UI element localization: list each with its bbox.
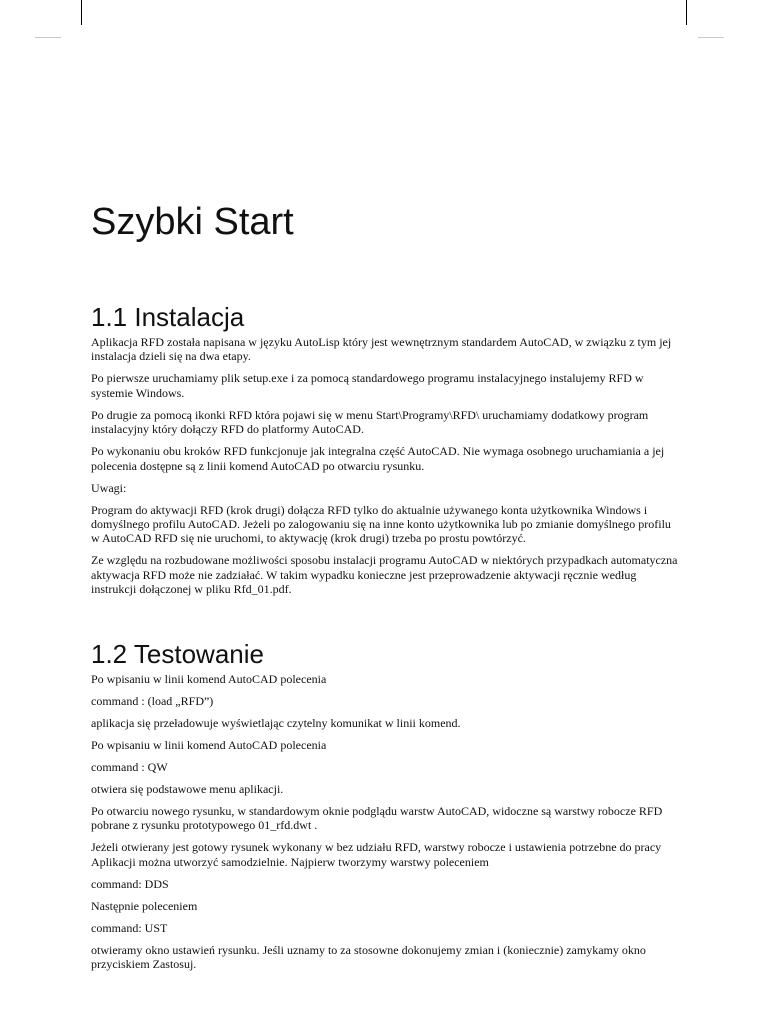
command-line: command : QW — [91, 760, 168, 774]
header-rule-right — [698, 37, 724, 38]
paragraph: otwieramy okno ustawień rysunku. Jeśli uznamy to za stosowne dokonujemy zmian i (koniecznie) zamykamy okno przyciskiem Zastosuj. — [91, 942, 646, 972]
paragraph: Program do aktywacji RFD (krok drugi) dołącza RFD tylko do aktualnie używanego konta użytkownika Windows i domyślnego profilu AutoCAD. Jeżeli po zalogowaniu się na inne konto użytkownika lub po zmianie domyślnego profilu w AutoCAD RFD się nie uruchomi, to aktywację (krok drugi) trzeba po prostu powtórzyć. — [91, 502, 671, 546]
paragraph: Po wpisaniu w linii komend AutoCAD polecenia — [91, 672, 327, 686]
command-line: command: UST — [91, 920, 168, 935]
paragraph: Po wykonaniu obu kroków RFD funkcjonuje jak integralna część AutoCAD. Nie wymaga osobnego uruchamiania a jej polecenia dostępne są z linii komend AutoCAD po otwarciu rysunku. — [91, 444, 665, 473]
paragraph: aplikacja się przeładowuje wyświetlając czytelny komunikat w linii komend. — [91, 716, 461, 730]
header-rule-left — [35, 37, 61, 38]
command-line: command : (load „RFD”) — [91, 694, 214, 708]
section-body-testowanie — [91, 672, 681, 979]
paragraph: Po pierwsze uruchamiamy plik setup.exe i za pomocą standardowego programu instalacyjnego instalujemy RFD w systemie Windows. — [91, 371, 644, 400]
paragraph: Aplikacja RFD została napisana w języku AutoLisp który jest wewnętrznym standardem AutoCAD, w związku z tym jej instalacja dzieli się na dwa etapy. — [91, 335, 672, 364]
paragraph: Po wpisaniu w linii komend AutoCAD polecenia — [91, 738, 327, 752]
crop-mark-left — [81, 0, 82, 25]
section-heading-instalacja: 1.1 Instalacja — [91, 302, 245, 332]
page-title: Szybki Start — [91, 201, 294, 243]
paragraph: Po drugie za pomocą ikonki RFD która pojawi się w menu Start\Programy\RFD\ uruchamiamy dodatkowy program instalacyjny który dołączy RFD do platformy AutoCAD. — [91, 407, 649, 437]
paragraph: Następnie poleceniem — [91, 898, 198, 913]
command-line: command: DDS — [91, 876, 169, 891]
paragraph: otwiera się podstawowe menu aplikacji. — [91, 782, 284, 796]
paragraph: Uwagi: — [91, 480, 127, 495]
section-heading-testowanie: 1.2 Testowanie — [91, 639, 264, 669]
paragraph: Ze względu na rozbudowane możliwości sposobu instalacji programu AutoCAD w niektórych przypadkach automatyczna aktywacja RFD może nie zadziałać. W takim wypadku konieczne jest przeprowadzenie aktywacji ręcznie według instrukcji dołączonej w pliku Rfd_01.pdf. — [91, 553, 678, 597]
paragraph: Jeżeli otwierany jest gotowy rysunek wykonany w bez udziału RFD, warstwy robocze i ustawienia potrzebne do pracy Aplikacji można utworzyć samodzielnie. Najpierw tworzymy warstwy poleceniem — [91, 840, 662, 869]
section-body-instalacja — [91, 335, 681, 604]
crop-mark-right — [686, 0, 687, 25]
paragraph: Po otwarciu nowego rysunku, w standardowym oknie podglądu warstw AutoCAD, widoczne są warstwy robocze RFD pobrane z rysunku prototypowego 01_rfd.dwt . — [91, 804, 663, 833]
